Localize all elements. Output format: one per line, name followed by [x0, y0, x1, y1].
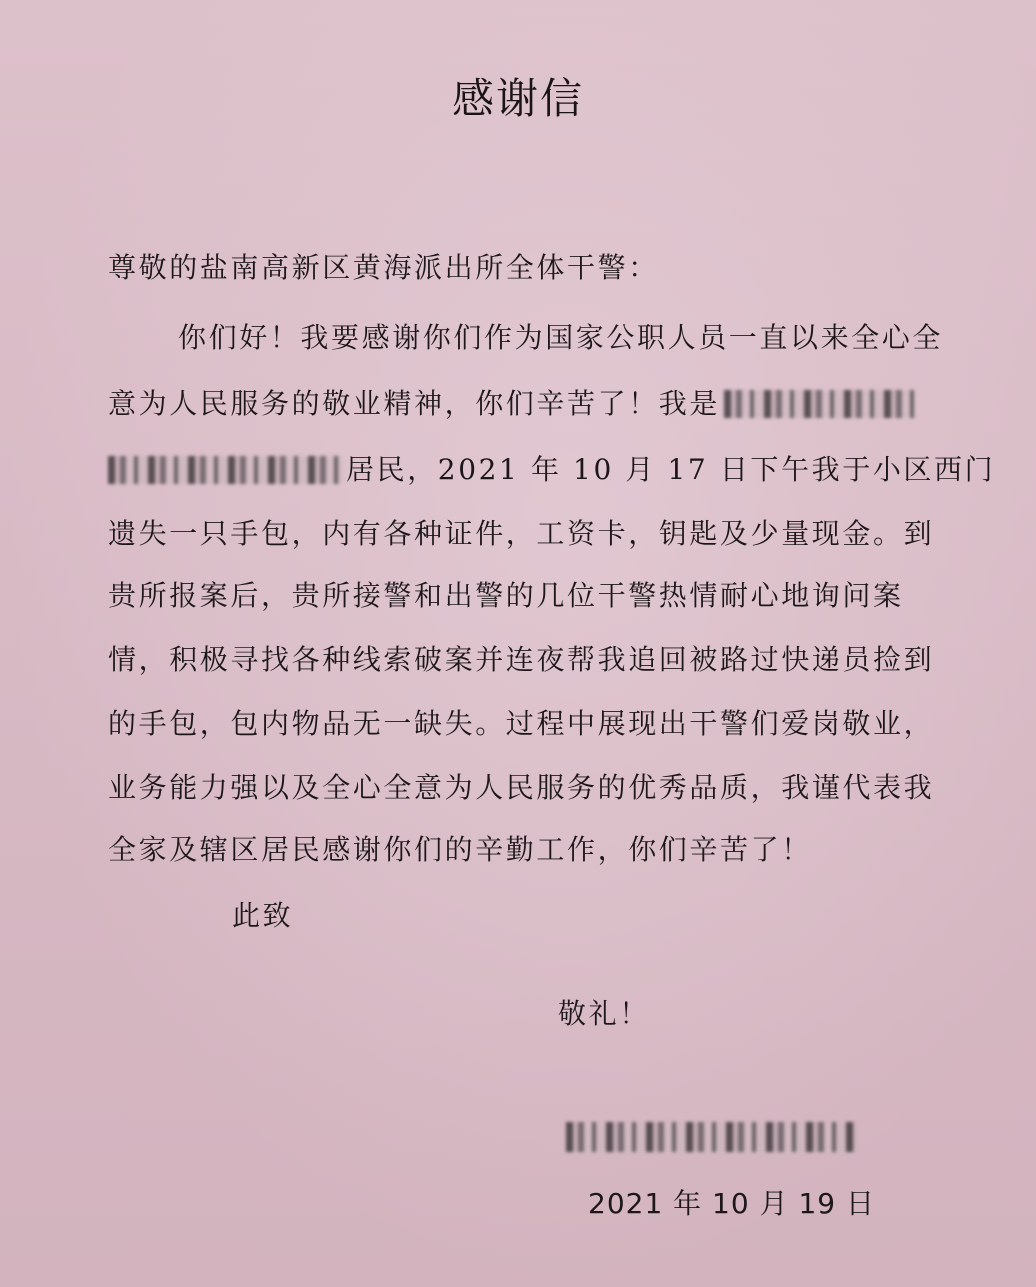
redacted-signature — [566, 1122, 856, 1152]
body-line: 你们好！我要感谢你们作为国家公职人员一直以来全心全 — [178, 321, 944, 354]
letter-date: 2021 年 10 月 19 日 — [588, 1187, 876, 1220]
body-line-text: 居民，2021 年 10 月 17 日下午我于小区西门 — [346, 453, 996, 486]
closing-jing-li: 敬礼！ — [558, 997, 650, 1030]
body-line: 业务能力强以及全心全意为人民服务的优秀品质，我谨代表我 — [108, 771, 935, 804]
body-line: 贵所报案后，贵所接警和出警的几位干警热情耐心地询问案 — [108, 579, 904, 612]
body-line-text: 意为人民服务的敬业精神，你们辛苦了！我是 — [108, 387, 721, 420]
body-line: 的手包，包内物品无一缺失。过程中展现出干警们爱岗敬业， — [108, 707, 935, 740]
body-line — [108, 384, 914, 424]
closing-ci-zhi: 此致 — [232, 899, 294, 932]
letter-title: 感谢信 — [451, 74, 584, 123]
body-line — [108, 450, 995, 490]
body-line: 情，积极寻找各种线索破案并连夜帮我追回被路过快递员捡到 — [108, 643, 935, 676]
body-line: 遗失一只手包，内有各种证件，工资卡，钥匙及少量现金。到 — [108, 517, 935, 550]
body-line: 全家及辖区居民感谢你们的辛勤工作，你们辛苦了！ — [108, 833, 812, 866]
redacted-address — [108, 456, 342, 484]
salutation: 尊敬的盐南高新区黄海派出所全体干警： — [108, 251, 659, 284]
redacted-address — [724, 390, 914, 418]
